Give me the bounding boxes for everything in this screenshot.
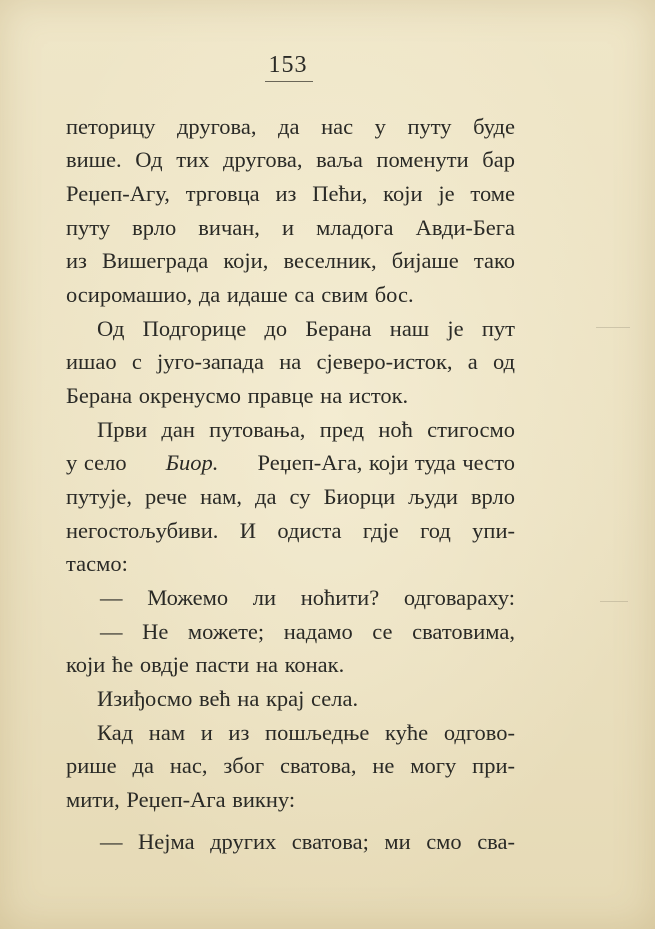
text-line: путује, рече нам, да су Биорци људи врло: [66, 484, 515, 509]
text-line: мити, Реџеп-Ага викну:: [66, 787, 296, 812]
text-line: осиромашио, да идаше са свим бос.: [66, 282, 414, 307]
text-line: који ће овдје пасти на конак.: [66, 652, 345, 677]
text-line: из Вишеграда који, веселник, бијаше тако: [66, 248, 515, 273]
paper-mark: [596, 327, 630, 328]
text-line: ишао с југо-запада на сјеверо-исток, а од: [66, 349, 515, 374]
text-line: тасмо:: [66, 551, 128, 576]
dialogue-line: — Нејма других сватова; ми смо сва-: [100, 829, 515, 854]
text-line: Изиђосмо већ на крај села.: [97, 686, 359, 711]
text-line: више. Од тих другова, ваља поменути бар: [66, 147, 515, 172]
dialogue-line: — Можемо ли ноћити? одговараху:: [100, 585, 515, 610]
text-line: петорицу другова, да нас у путу буде: [66, 114, 515, 139]
text-line: путу врло вичан, и младога Авди-Бега: [66, 215, 515, 240]
text-line: рише да нас, због сватова, не могу при-: [66, 753, 515, 778]
text-line: Реџеп-Агу, трговца из Пећи, који је томе: [66, 181, 515, 206]
text-line: Кад нам и из пошљедње куће одгово-: [97, 720, 515, 745]
dialogue-line: — Не можете; надамо се сватовима,: [100, 619, 515, 644]
text-line: Берана окренусмо правце на исток.: [66, 383, 409, 408]
paper-mark: [600, 601, 628, 602]
text-line: Од Подгорице до Берана наш је пут: [97, 316, 515, 341]
place-name-italic: Биор.: [165, 450, 219, 475]
text-fragment: Реџеп-Ага, који туда често: [257, 450, 515, 475]
text-line: негостољубиви. И одиста гдје год упи-: [66, 518, 515, 543]
page-number-rule: [265, 81, 313, 82]
text-line: [66, 449, 515, 477]
page-number: 153: [268, 52, 308, 78]
text-line: Први дан путовања, пред ноћ стигосмо: [97, 417, 515, 442]
text-fragment: у село: [66, 450, 127, 475]
